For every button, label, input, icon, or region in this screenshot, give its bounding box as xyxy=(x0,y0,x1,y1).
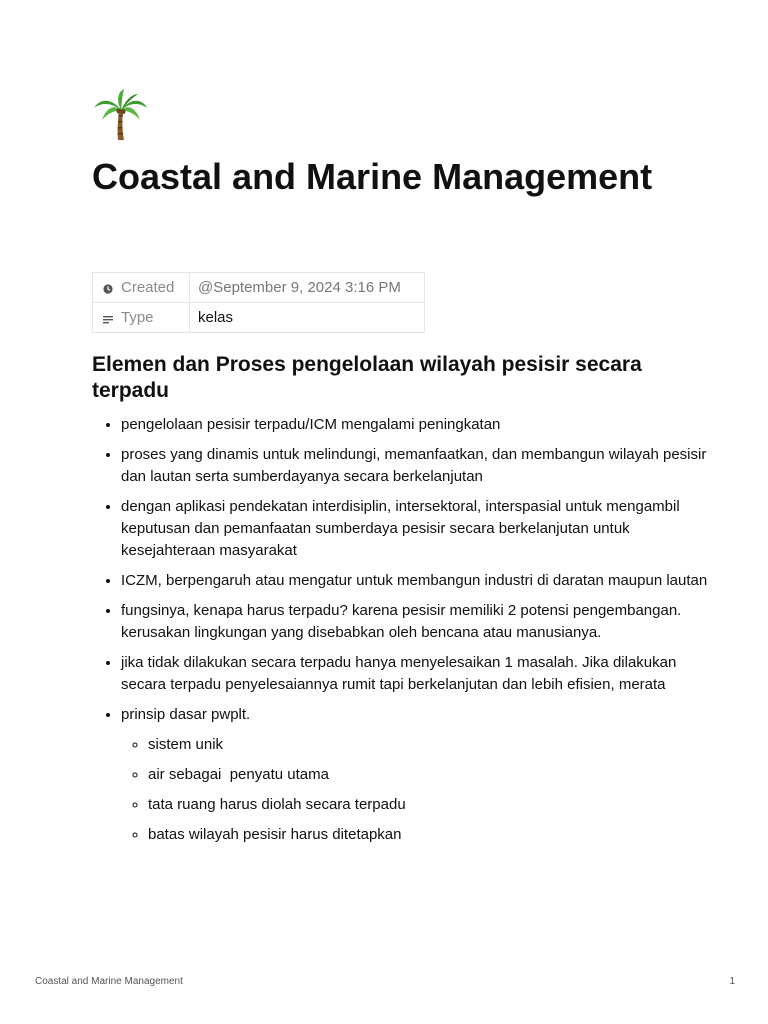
list-item-with-subitems xyxy=(121,704,711,846)
property-row-created xyxy=(93,273,425,303)
sub-list-item: ◦ air sebagai penyatu utama xyxy=(148,764,711,786)
sub-list-item: ◦ tata ruang harus diolah secara terpadu xyxy=(148,794,711,816)
property-row-type xyxy=(93,303,425,333)
list-item: • pengelolaan pesisir terpadu/ICM mengalami peningkatan xyxy=(121,414,711,436)
palm-tree-icon xyxy=(92,86,148,142)
list-item: • dengan aplikasi pendekatan interdisiplin, intersektoral, interspasial untuk mengambil keputusan dan pemanfaatan sumberdaya pesisir secara berkelanjutan untuk kesejahteraan masyarakat xyxy=(121,496,711,562)
property-key-cell xyxy=(93,303,190,333)
property-key-cell xyxy=(93,273,190,303)
property-value-type[interactable]: kelas xyxy=(190,303,425,333)
list-item: • proses yang dinamis untuk melindungi, memanfaatkan, dan membangun wilayah pesisir dan lautan serta sumberdayanya secara berkelanjutan xyxy=(121,444,711,488)
page-number: 1 xyxy=(729,976,735,987)
list-icon xyxy=(101,312,115,324)
page-title: Coastal and Marine Management xyxy=(92,156,653,197)
list-item-text: prinsip dasar pwplt. xyxy=(121,706,251,723)
footer-title: Coastal and Marine Management xyxy=(35,976,183,987)
property-key: Type xyxy=(121,309,154,326)
bullet-list xyxy=(92,414,711,854)
sub-bullet-list xyxy=(121,734,711,846)
list-item: • ICZM, berpengaruh atau mengatur untuk membangun industri di daratan maupun lautan xyxy=(121,570,711,592)
list-item: • jika tidak dilakukan secara terpadu hanya menyelesaikan 1 masalah. Jika dilakukan secara terpadu penyelesaiannya rumit tapi berkelanjutan dan lebih efisien, merata xyxy=(121,652,711,696)
clock-icon xyxy=(101,282,115,294)
property-key: Created xyxy=(121,279,175,296)
list-item: • fungsinya, kenapa harus terpadu? karena pesisir memiliki 2 potensi pengembangan. kerusakan lingkungan yang disebabkan oleh bencana atau manusianya. xyxy=(121,600,711,644)
section-heading: Elemen dan Proses pengelolaan wilayah pesisir secara terpadu xyxy=(92,353,642,402)
sub-list-item: ◦ sistem unik xyxy=(148,734,711,756)
property-value-created[interactable]: @September 9, 2024 3:16 PM xyxy=(190,273,425,303)
properties-table xyxy=(92,272,425,333)
sub-list-item: ◦ batas wilayah pesisir harus ditetapkan xyxy=(148,824,711,846)
